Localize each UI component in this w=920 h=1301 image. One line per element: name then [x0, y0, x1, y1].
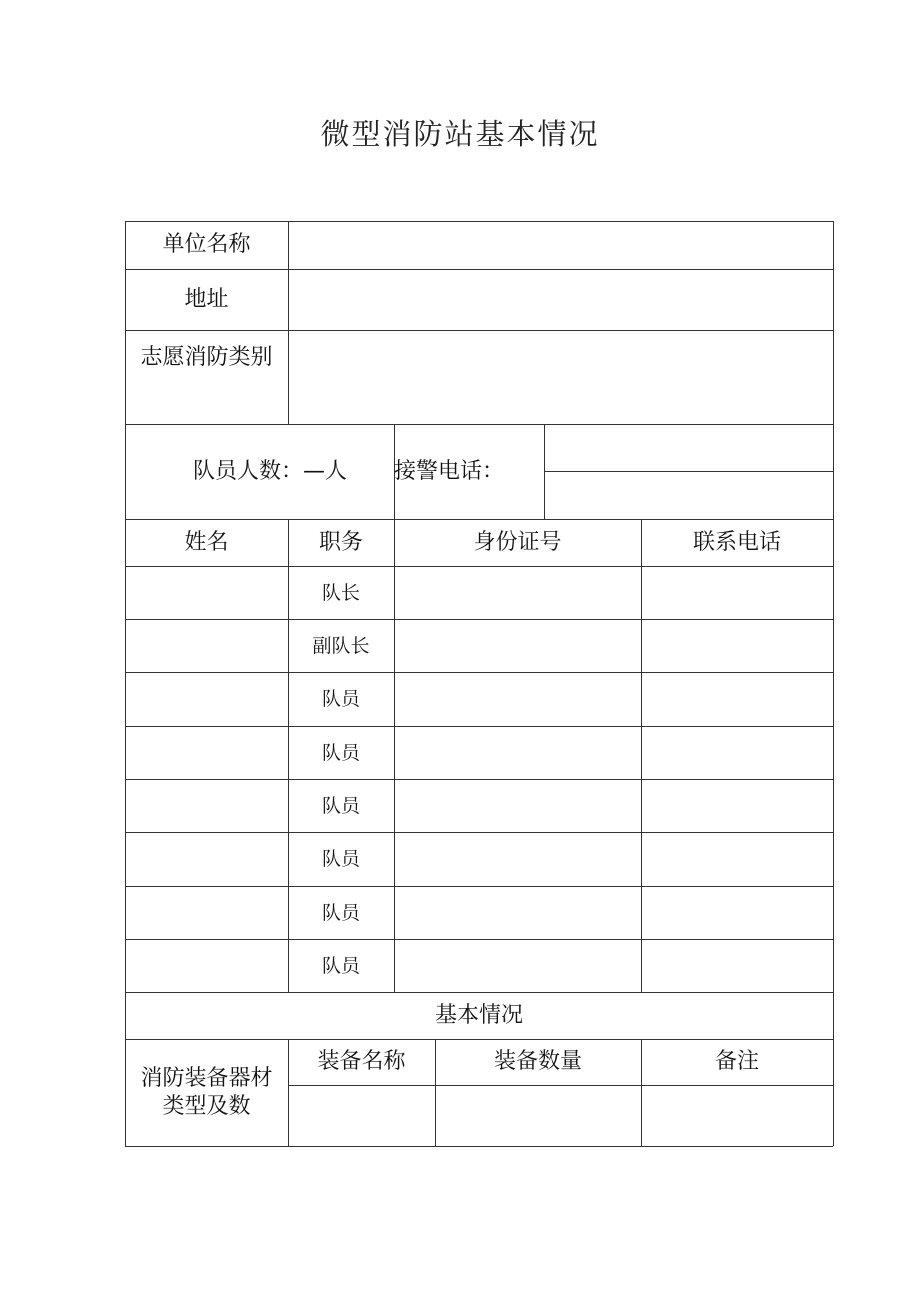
- member-position: 队员: [321, 794, 360, 817]
- member-position: 队长: [321, 581, 360, 604]
- member-count-label: 队员人数：—人: [192, 458, 347, 484]
- header-equipment-name: 装备名称: [317, 1049, 406, 1074]
- member-id-field[interactable]: [394, 939, 641, 992]
- member-name-field[interactable]: [125, 566, 288, 619]
- page-title: 微型消防站基本情况: [320, 117, 600, 151]
- member-phone-field[interactable]: [641, 672, 833, 726]
- member-phone-field[interactable]: [641, 619, 833, 672]
- equipment-quantity-field[interactable]: [435, 1085, 641, 1146]
- unit-name-field[interactable]: [288, 221, 833, 269]
- member-position: 队员: [321, 848, 360, 870]
- member-position: 队员: [321, 688, 360, 710]
- address-field[interactable]: [288, 269, 833, 330]
- member-position: 队员: [321, 741, 360, 764]
- address-label: 地址: [184, 286, 229, 312]
- volunteer-type-label: 志愿消防类别: [140, 345, 273, 370]
- member-position: 队员: [321, 954, 360, 977]
- member-phone-field[interactable]: [641, 779, 833, 832]
- equipment-name-field[interactable]: [288, 1085, 435, 1146]
- member-id-field[interactable]: [394, 886, 641, 939]
- remarks-field[interactable]: [641, 1085, 833, 1146]
- member-position: 队员: [321, 901, 360, 924]
- member-id-field[interactable]: [394, 672, 641, 726]
- header-id-number: 身份证号: [473, 529, 562, 555]
- member-position: 副队长: [312, 634, 370, 657]
- member-name-field[interactable]: [125, 779, 288, 832]
- header-remarks: 备注: [714, 1049, 759, 1074]
- unit-name-label: 单位名称: [162, 232, 251, 257]
- member-name-field[interactable]: [125, 939, 288, 992]
- member-name-field[interactable]: [125, 619, 288, 672]
- header-equipment-quantity: 装备数量: [493, 1049, 582, 1074]
- member-name-field[interactable]: [125, 886, 288, 939]
- member-id-field[interactable]: [394, 779, 641, 832]
- member-id-field[interactable]: [394, 619, 641, 672]
- alarm-phone-label: 接警电话：: [394, 458, 505, 484]
- alarm-phone-field-2[interactable]: [544, 471, 833, 519]
- header-name: 姓名: [184, 529, 229, 555]
- equipment-type-label: 消防装备器材类型及数: [140, 1065, 273, 1119]
- member-phone-field[interactable]: [641, 566, 833, 619]
- member-phone-field[interactable]: [641, 832, 833, 886]
- member-phone-field[interactable]: [641, 886, 833, 939]
- header-phone: 联系电话: [692, 529, 781, 555]
- member-phone-field[interactable]: [641, 939, 833, 992]
- member-id-field[interactable]: [394, 566, 641, 619]
- header-position: 职务: [318, 529, 363, 555]
- member-name-field[interactable]: [125, 672, 288, 726]
- member-name-field[interactable]: [125, 726, 288, 779]
- section-basic-info: 基本情况: [434, 1002, 523, 1028]
- member-id-field[interactable]: [394, 832, 641, 886]
- member-phone-field[interactable]: [641, 726, 833, 779]
- member-name-field[interactable]: [125, 832, 288, 886]
- member-id-field[interactable]: [394, 726, 641, 779]
- volunteer-type-field[interactable]: [288, 330, 833, 424]
- alarm-phone-field-1[interactable]: [544, 424, 833, 471]
